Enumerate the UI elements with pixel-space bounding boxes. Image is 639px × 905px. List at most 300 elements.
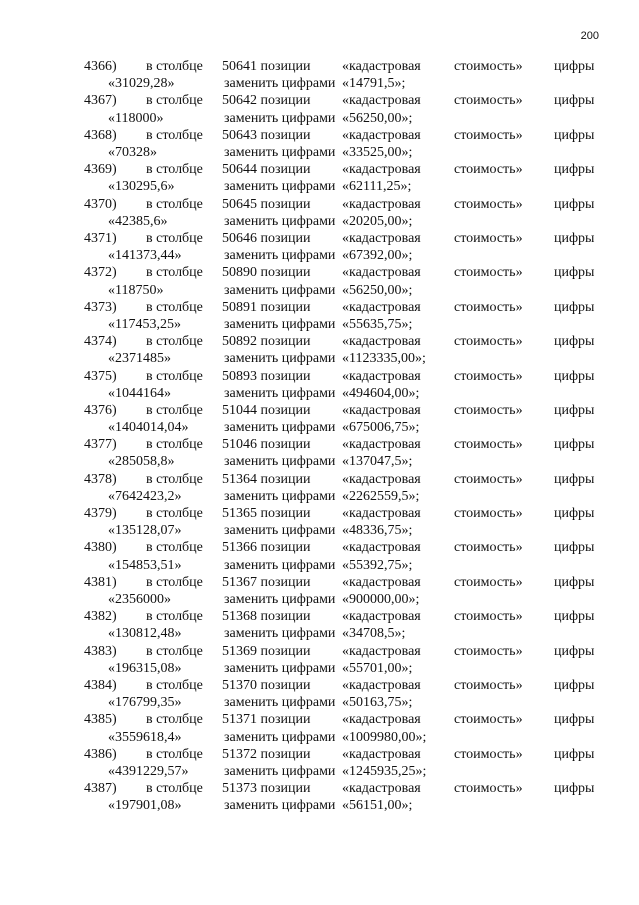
entry-number: 4379) <box>84 506 117 522</box>
cadastral-text: «кадастровая <box>342 230 421 246</box>
entry-second-line <box>84 729 604 746</box>
position-code: 51372 <box>222 746 257 762</box>
replace-with-text: заменить цифрами <box>224 144 336 160</box>
in-column-text: в столбце <box>146 609 203 625</box>
cost-text: стоимость» <box>454 196 523 212</box>
cost-text: стоимость» <box>454 574 523 590</box>
entry-first-line <box>84 505 604 522</box>
new-value: «67392,00»; <box>342 248 413 264</box>
cadastral-text: «кадастровая <box>342 506 421 522</box>
position-code: 51365 <box>222 506 257 522</box>
amendment-entry <box>84 58 604 92</box>
position-word: позиции <box>260 712 311 728</box>
new-value: «900000,00»; <box>342 592 420 608</box>
entry-first-line <box>84 539 604 556</box>
entry-number: 4386) <box>84 746 117 762</box>
replace-with-text: заменить цифрами <box>224 523 336 539</box>
position-code: 50642 <box>222 93 257 109</box>
position-word: позиции <box>260 299 311 315</box>
new-value: «55701,00»; <box>342 660 413 676</box>
entry-second-line <box>84 419 604 436</box>
position-text <box>222 677 311 694</box>
new-value: «55392,75»; <box>342 557 413 573</box>
in-column-text: в столбце <box>146 678 203 694</box>
cadastral-text: «кадастровая <box>342 162 421 178</box>
replace-with-text: заменить цифрами <box>224 557 336 573</box>
amendment-entry <box>84 402 604 436</box>
in-column-text: в столбце <box>146 506 203 522</box>
position-text <box>222 505 311 522</box>
position-text <box>222 58 311 75</box>
digits-text: цифры <box>554 643 595 659</box>
entry-second-line <box>84 625 604 642</box>
entry-number: 4372) <box>84 265 117 281</box>
amendment-entry <box>84 436 604 470</box>
in-column-text: в столбце <box>146 746 203 762</box>
amendment-entry <box>84 161 604 195</box>
entry-second-line <box>84 763 604 780</box>
position-text <box>222 299 311 316</box>
cost-text: стоимость» <box>454 93 523 109</box>
amendment-entry <box>84 368 604 402</box>
entry-first-line <box>84 92 604 109</box>
old-value: «3559618,4» <box>108 729 182 745</box>
in-column-text: в столбце <box>146 334 203 350</box>
in-column-text: в столбце <box>146 540 203 556</box>
old-value: «285058,8» <box>108 454 175 470</box>
digits-text: цифры <box>554 196 595 212</box>
new-value: «1009980,00»; <box>342 729 427 745</box>
new-value: «14791,5»; <box>342 76 406 92</box>
position-text <box>222 368 311 385</box>
old-value: «130295,6» <box>108 179 175 195</box>
entry-number: 4378) <box>84 471 117 487</box>
replace-with-text: заменить цифрами <box>224 248 336 264</box>
in-column-text: в столбце <box>146 402 203 418</box>
amendment-entry <box>84 333 604 367</box>
cost-text: стоимость» <box>454 540 523 556</box>
position-text <box>222 780 311 797</box>
replace-with-text: заменить цифрами <box>224 385 336 401</box>
digits-text: цифры <box>554 402 595 418</box>
entry-first-line <box>84 677 604 694</box>
old-value: «1404014,04» <box>108 420 189 436</box>
digits-text: цифры <box>554 781 595 797</box>
entry-number: 4366) <box>84 59 117 74</box>
replace-with-text: заменить цифрами <box>224 660 336 676</box>
digits-text: цифры <box>554 334 595 350</box>
entry-second-line <box>84 316 604 333</box>
entry-second-line <box>84 178 604 195</box>
old-value: «7642423,2» <box>108 488 182 504</box>
old-value: «135128,07» <box>108 523 182 539</box>
entry-second-line <box>84 453 604 470</box>
position-word: позиции <box>260 746 311 762</box>
old-value: «42385,6» <box>108 213 168 229</box>
position-code: 51364 <box>222 471 257 487</box>
position-word: позиции <box>260 609 311 625</box>
entry-first-line <box>84 471 604 488</box>
entry-number: 4369) <box>84 162 117 178</box>
cost-text: стоимость» <box>454 334 523 350</box>
entry-number: 4382) <box>84 609 117 625</box>
position-code: 50645 <box>222 196 257 212</box>
entry-first-line <box>84 127 604 144</box>
entry-number: 4370) <box>84 196 117 212</box>
entry-first-line <box>84 161 604 178</box>
replace-with-text: заменить цифрами <box>224 316 336 332</box>
old-value: «70328» <box>108 144 157 160</box>
position-code: 51368 <box>222 609 257 625</box>
entry-number: 4373) <box>84 299 117 315</box>
digits-text: цифры <box>554 265 595 281</box>
position-word: позиции <box>260 196 311 212</box>
old-value: «196315,08» <box>108 660 182 676</box>
entry-second-line <box>84 110 604 127</box>
position-word: позиции <box>260 643 311 659</box>
old-value: «118000» <box>108 110 164 126</box>
position-code: 50891 <box>222 299 257 315</box>
in-column-text: в столбце <box>146 471 203 487</box>
amendment-entry <box>84 299 604 333</box>
entry-second-line <box>84 591 604 608</box>
digits-text: цифры <box>554 712 595 728</box>
position-word: позиции <box>260 678 311 694</box>
replace-with-text: заменить цифрами <box>224 592 336 608</box>
position-text <box>222 436 311 453</box>
digits-text: цифры <box>554 574 595 590</box>
old-value: «2371485» <box>108 351 171 367</box>
entry-number: 4374) <box>84 334 117 350</box>
entry-second-line <box>84 213 604 230</box>
cost-text: стоимость» <box>454 127 523 143</box>
position-text <box>222 402 311 419</box>
cadastral-text: «кадастровая <box>342 781 421 797</box>
digits-text: цифры <box>554 609 595 625</box>
position-text <box>222 92 311 109</box>
old-value: «197901,08» <box>108 798 182 814</box>
entry-number: 4383) <box>84 643 117 659</box>
entry-number: 4371) <box>84 230 117 246</box>
in-column-text: в столбце <box>146 162 203 178</box>
cost-text: стоимость» <box>454 781 523 797</box>
cost-text: стоимость» <box>454 437 523 453</box>
entry-second-line <box>84 660 604 677</box>
position-word: позиции <box>260 574 311 590</box>
amendment-entry <box>84 539 604 573</box>
entry-first-line <box>84 264 604 281</box>
in-column-text: в столбце <box>146 437 203 453</box>
position-text <box>222 574 311 591</box>
entry-first-line <box>84 436 604 453</box>
in-column-text: в столбце <box>146 196 203 212</box>
entry-first-line <box>84 780 604 797</box>
in-column-text: в столбце <box>146 781 203 797</box>
position-word: позиции <box>260 230 311 246</box>
position-code: 50646 <box>222 230 257 246</box>
position-text <box>222 127 311 144</box>
cadastral-text: «кадастровая <box>342 643 421 659</box>
position-code: 50892 <box>222 334 257 350</box>
amendment-entry <box>84 92 604 126</box>
cost-text: стоимость» <box>454 678 523 694</box>
new-value: «48336,75»; <box>342 523 413 539</box>
new-value: «50163,75»; <box>342 695 413 711</box>
digits-text: цифры <box>554 127 595 143</box>
cadastral-text: «кадастровая <box>342 127 421 143</box>
entry-second-line <box>84 385 604 402</box>
digits-text: цифры <box>554 506 595 522</box>
in-column-text: в столбце <box>146 93 203 109</box>
position-code: 50641 <box>222 59 257 74</box>
new-value: «2262559,5»; <box>342 488 420 504</box>
cost-text: стоимость» <box>454 162 523 178</box>
in-column-text: в столбце <box>146 643 203 659</box>
cadastral-text: «кадастровая <box>342 334 421 350</box>
position-code: 51373 <box>222 781 257 797</box>
digits-text: цифры <box>554 299 595 315</box>
new-value: «55635,75»; <box>342 316 413 332</box>
cost-text: стоимость» <box>454 59 523 74</box>
old-value: «176799,35» <box>108 695 182 711</box>
old-value: «117453,25» <box>108 316 181 332</box>
amendment-entry <box>84 505 604 539</box>
position-code: 51371 <box>222 712 257 728</box>
entry-first-line <box>84 333 604 350</box>
replace-with-text: заменить цифрами <box>224 764 336 779</box>
old-value: «141373,44» <box>108 248 182 264</box>
cadastral-text: «кадастровая <box>342 540 421 556</box>
cost-text: стоимость» <box>454 265 523 281</box>
in-column-text: в столбце <box>146 127 203 143</box>
amendment-entry <box>84 608 604 642</box>
new-value: «56250,00»; <box>342 110 413 126</box>
entry-first-line <box>84 196 604 213</box>
digits-text: цифры <box>554 540 595 556</box>
position-code: 51366 <box>222 540 257 556</box>
replace-with-text: заменить цифрами <box>224 76 336 92</box>
in-column-text: в столбце <box>146 265 203 281</box>
new-value: «1245935,25»; <box>342 764 427 779</box>
new-value: «1123335,00»; <box>342 351 426 367</box>
old-value: «154853,51» <box>108 557 182 573</box>
entry-first-line <box>84 58 604 75</box>
new-value: «34708,5»; <box>342 626 406 642</box>
position-text <box>222 711 311 728</box>
cost-text: стоимость» <box>454 299 523 315</box>
entry-number: 4375) <box>84 368 117 384</box>
entry-second-line <box>84 247 604 264</box>
digits-text: цифры <box>554 59 595 74</box>
entry-number: 4387) <box>84 781 117 797</box>
position-text <box>222 608 311 625</box>
position-code: 51046 <box>222 437 257 453</box>
entry-first-line <box>84 574 604 591</box>
amendment-entry <box>84 264 604 298</box>
position-text <box>222 230 311 247</box>
position-code: 51369 <box>222 643 257 659</box>
replace-with-text: заменить цифрами <box>224 695 336 711</box>
position-code: 51044 <box>222 402 257 418</box>
replace-with-text: заменить цифрами <box>224 454 336 470</box>
entry-second-line <box>84 75 604 92</box>
position-word: позиции <box>260 162 311 178</box>
position-word: позиции <box>260 265 311 281</box>
entry-number: 4380) <box>84 540 117 556</box>
position-word: позиции <box>260 437 311 453</box>
cost-text: стоимость» <box>454 506 523 522</box>
position-word: позиции <box>260 540 311 556</box>
page-number: 200 <box>580 30 599 42</box>
position-text <box>222 333 311 350</box>
position-text <box>222 539 311 556</box>
in-column-text: в столбце <box>146 368 203 384</box>
cadastral-text: «кадастровая <box>342 574 421 590</box>
position-code: 50890 <box>222 265 257 281</box>
digits-text: цифры <box>554 678 595 694</box>
cadastral-text: «кадастровая <box>342 265 421 281</box>
old-value: «2356000» <box>108 592 171 608</box>
digits-text: цифры <box>554 93 595 109</box>
position-word: позиции <box>260 127 311 143</box>
cost-text: стоимость» <box>454 368 523 384</box>
amendment-entry <box>84 471 604 505</box>
cost-text: стоимость» <box>454 746 523 762</box>
replace-with-text: заменить цифрами <box>224 179 336 195</box>
digits-text: цифры <box>554 471 595 487</box>
amendment-entry <box>84 127 604 161</box>
amendment-entry <box>84 574 604 608</box>
replace-with-text: заменить цифрами <box>224 420 336 436</box>
entry-second-line <box>84 557 604 574</box>
entry-number: 4384) <box>84 678 117 694</box>
amendment-entry <box>84 746 604 780</box>
cadastral-text: «кадастровая <box>342 59 421 74</box>
entry-second-line <box>84 144 604 161</box>
replace-with-text: заменить цифрами <box>224 282 336 298</box>
entry-second-line <box>84 694 604 711</box>
entry-second-line <box>84 797 604 814</box>
cadastral-text: «кадастровая <box>342 746 421 762</box>
amendment-entry <box>84 230 604 264</box>
position-code: 50644 <box>222 162 257 178</box>
position-text <box>222 264 311 281</box>
cadastral-text: «кадастровая <box>342 471 421 487</box>
entry-first-line <box>84 230 604 247</box>
cadastral-text: «кадастровая <box>342 678 421 694</box>
old-value: «31029,28» <box>108 76 175 92</box>
new-value: «20205,00»; <box>342 213 413 229</box>
entry-first-line <box>84 643 604 660</box>
replace-with-text: заменить цифрами <box>224 729 336 745</box>
entry-number: 4367) <box>84 93 117 109</box>
new-value: «56250,00»; <box>342 282 413 298</box>
amendment-entry <box>84 711 604 745</box>
digits-text: цифры <box>554 368 595 384</box>
old-value: «130812,48» <box>108 626 182 642</box>
entry-first-line <box>84 711 604 728</box>
entry-second-line <box>84 488 604 505</box>
cadastral-text: «кадастровая <box>342 368 421 384</box>
new-value: «494604,00»; <box>342 385 420 401</box>
position-word: позиции <box>260 506 311 522</box>
position-word: позиции <box>260 334 311 350</box>
replace-with-text: заменить цифрами <box>224 626 336 642</box>
replace-with-text: заменить цифрами <box>224 213 336 229</box>
position-text <box>222 746 311 763</box>
position-text <box>222 643 311 660</box>
entry-number: 4377) <box>84 437 117 453</box>
entry-number: 4385) <box>84 712 117 728</box>
entry-first-line <box>84 299 604 316</box>
position-word: позиции <box>260 402 311 418</box>
amendment-entry <box>84 677 604 711</box>
digits-text: цифры <box>554 746 595 762</box>
digits-text: цифры <box>554 437 595 453</box>
new-value: «62111,25»; <box>342 179 412 195</box>
entry-number: 4381) <box>84 574 117 590</box>
cost-text: стоимость» <box>454 402 523 418</box>
cadastral-text: «кадастровая <box>342 437 421 453</box>
cost-text: стоимость» <box>454 471 523 487</box>
position-code: 51370 <box>222 678 257 694</box>
entry-number: 4368) <box>84 127 117 143</box>
entry-first-line <box>84 746 604 763</box>
replace-with-text: заменить цифрами <box>224 351 336 367</box>
amendment-entry <box>84 780 604 814</box>
entry-number: 4376) <box>84 402 117 418</box>
old-value: «4391229,57» <box>108 764 189 779</box>
new-value: «675006,75»; <box>342 420 420 436</box>
replace-with-text: заменить цифрами <box>224 798 336 814</box>
position-word: позиции <box>260 781 311 797</box>
new-value: «137047,5»; <box>342 454 413 470</box>
amendment-entry <box>84 643 604 677</box>
digits-text: цифры <box>554 230 595 246</box>
cadastral-text: «кадастровая <box>342 93 421 109</box>
new-value: «33525,00»; <box>342 144 413 160</box>
position-word: позиции <box>260 59 311 74</box>
position-code: 50643 <box>222 127 257 143</box>
entry-first-line <box>84 608 604 625</box>
replace-with-text: заменить цифрами <box>224 488 336 504</box>
position-code: 50893 <box>222 368 257 384</box>
position-text <box>222 471 311 488</box>
entry-second-line <box>84 282 604 299</box>
position-text <box>222 196 311 213</box>
replace-with-text: заменить цифрами <box>224 110 336 126</box>
in-column-text: в столбце <box>146 299 203 315</box>
digits-text: цифры <box>554 162 595 178</box>
amendment-list <box>84 58 604 815</box>
cadastral-text: «кадастровая <box>342 402 421 418</box>
entry-first-line <box>84 402 604 419</box>
new-value: «56151,00»; <box>342 798 413 814</box>
cadastral-text: «кадастровая <box>342 712 421 728</box>
in-column-text: в столбце <box>146 59 203 74</box>
in-column-text: в столбце <box>146 712 203 728</box>
cadastral-text: «кадастровая <box>342 299 421 315</box>
in-column-text: в столбце <box>146 230 203 246</box>
cadastral-text: «кадастровая <box>342 609 421 625</box>
position-word: позиции <box>260 93 311 109</box>
position-word: позиции <box>260 471 311 487</box>
entry-second-line <box>84 350 604 367</box>
cost-text: стоимость» <box>454 230 523 246</box>
cadastral-text: «кадастровая <box>342 196 421 212</box>
old-value: «1044164» <box>108 385 171 401</box>
entry-second-line <box>84 522 604 539</box>
